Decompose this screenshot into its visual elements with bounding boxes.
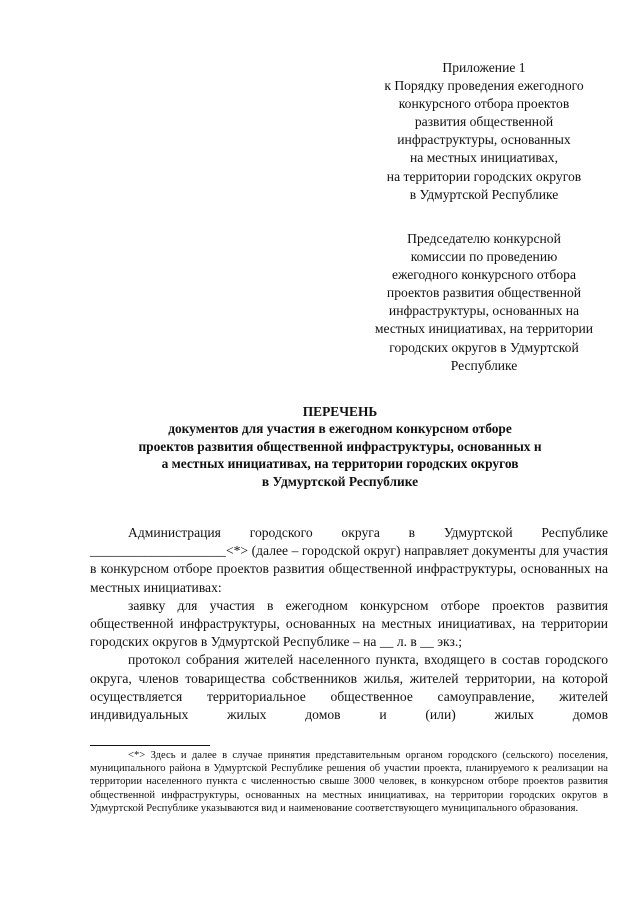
addressee-line: городских округов в Удмуртской [389,339,579,355]
paragraph-application: заявку для участия в ежегодном конкурсном отборе проектов развития общественной инфраструктуры, основанных на местных инициативах, на территории городских округов в Удмуртской Республике – на __ л. в __ экз.; [90,597,608,650]
footnote [90,749,608,815]
title-line: документов для участия в ежегодном конкурсном отборе [168,421,512,437]
title-heading: ПЕРЕЧЕНЬ [302,404,378,419]
title-line: в Удмуртской Республике [261,473,419,489]
annex-line: развития общественной [414,114,554,130]
addressee-line: инфраструктуры, основанных на [388,303,580,319]
addressee-line: Республике [450,357,518,373]
addressee-block [350,230,618,375]
annex-header [350,59,618,204]
addressee-line: проектов развития общественной [386,285,582,301]
footnote-separator [90,745,210,746]
annex-line: на территории городских округов [386,168,582,184]
annex-line: на местных инициативах, [410,150,558,166]
paragraph-protocol: протокол собрания жителей населенного пункта, входящего в состав городского округа, членов товарищества собственников жилья, жителей территории, на которой осуществляется территориальное общественное самоуправление, жителей индивидуальных жилых домов и (или) жилых домов [90,652,608,723]
annex-line: Приложение 1 [442,60,526,75]
title-line: а местных инициативах, на территории городских округов [161,456,519,472]
addressee-line: местных инициативах, на территории [374,321,594,337]
addressee-line: Председателю конкурсной [407,231,561,246]
document-title [90,403,590,490]
annex-line: конкурсного отбора проектов [398,96,570,112]
annex-line: инфраструктуры, основанных [397,132,571,148]
paragraph-intro: Администрация городского округа в Удмуртской Республике ____________________<*> (далее – городской округ) направляет документы для участия в конкурсном отборе проектов развития общественной инфраструктуры, основанных на местных инициативах: [90,525,608,595]
title-line: проектов развития общественной инфраструктуры, основанных н [138,438,542,454]
annex-line: к Порядку проведения ежегодного [384,78,584,94]
annex-line: в Удмуртской Республике [409,186,559,202]
addressee-line: комиссии по проведению [410,249,558,265]
document-body [90,524,608,724]
footnote-text: <*> Здесь и далее в случае принятия представительным органом городского (сельского) поселения, муниципального района в Удмуртской Республике решения об участии проекта, планируемого к реализации на территории населенного пункта с численностью свыше 3000 человек, в конкурсном отборе проектов развития общественной инфраструктуры, основанных на местных инициативах, на территории городских округов в Удмуртской Республике указываются вид и наименование соответствующего муниципального образования. [90,750,608,814]
addressee-line: ежегодного конкурсного отбора [392,267,576,283]
